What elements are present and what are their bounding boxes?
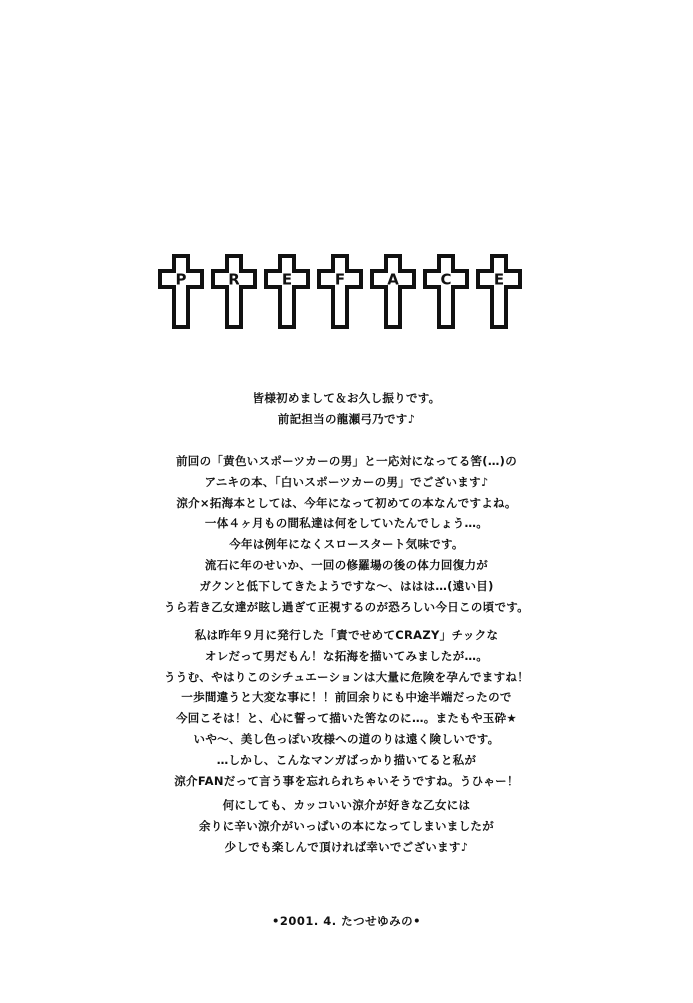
cross-letter-a bbox=[372, 256, 414, 327]
paragraph-1-line-7: ガクンと低下してきたようですな〜、ははは…(遠い目) bbox=[199, 578, 494, 593]
cross-letter-text: A bbox=[387, 270, 399, 289]
paragraph-2-line-2: オレだって男だもん！な拓海を描いてみましたが…。 bbox=[204, 648, 489, 663]
paragraph-2-line-3: ううむ、やはりこのシチュエーションは大量に危険を孕んでますね！ bbox=[164, 669, 529, 684]
cross-shape bbox=[372, 256, 414, 327]
paragraph-2-line-1: 私は昨年９月に発行した「責でせめてCRAZY」チックな bbox=[194, 628, 499, 642]
paragraph-1-line-8: うら若き乙女達が眩し過ぎて正視するのが恐ろしい今日この頃です。 bbox=[164, 599, 529, 614]
cross-letter-text: E bbox=[493, 270, 505, 289]
cross-shape bbox=[160, 256, 202, 327]
paragraph-3-line-1: 何にしても、カッコいい涼介が好きな乙女には bbox=[222, 798, 471, 812]
cross-letter-text: R bbox=[228, 270, 240, 289]
cross-letter-e bbox=[478, 256, 520, 327]
preface-greeting bbox=[0, 388, 693, 430]
cross-letter-text: E bbox=[281, 270, 293, 289]
paragraph-1-line-1: 前回の「黄色いスポーツカーの男」と一応対になってる筈(…)の bbox=[175, 454, 518, 468]
paragraph-3-line-3: 少しでも楽しんで頂ければ幸いでございます♪ bbox=[224, 839, 469, 854]
cross-letter-c bbox=[425, 256, 467, 327]
cross-shape bbox=[266, 256, 308, 327]
cross-letter-p bbox=[160, 256, 202, 327]
cross-letter-e bbox=[266, 256, 308, 327]
preface-title bbox=[158, 255, 533, 329]
cross-shape bbox=[478, 256, 520, 327]
paragraph-1-line-4: 一体４ヶ月もの間私達は何をしていたんでしょう…。 bbox=[204, 516, 489, 531]
cross-letter-text: F bbox=[334, 270, 346, 289]
preface-paragraph-3 bbox=[0, 795, 693, 857]
cross-shape bbox=[319, 256, 361, 327]
cross-letter-text: C bbox=[440, 270, 452, 289]
paragraph-3-line-2: 余りに辛い涼介がいっぱいの本になってしまいましたが bbox=[199, 818, 494, 833]
paragraph-1-line-2: アニキの本、「白いスポーツカーの男」でございます♪ bbox=[204, 474, 489, 489]
paragraph-2-line-5: 今回こそは！と、心に誓って描いた筈なのに…。またもや玉砕★ bbox=[175, 711, 517, 726]
paragraph-2-line-8: 涼介FANだって言う事を忘れられちゃいそうですね。うひゃー！ bbox=[174, 773, 519, 788]
preface-paragraph-1 bbox=[0, 451, 693, 617]
greeting-line-1: 皆様初めまして＆お久し振りです。 bbox=[252, 391, 441, 405]
cross-letter-f bbox=[319, 256, 361, 327]
preface-paragraph-2 bbox=[0, 625, 693, 791]
paragraph-1-line-6: 流石に年のせいか、一回の修羅場の後の体力回復力が bbox=[204, 557, 489, 572]
paragraph-1-line-5: 今年は例年になくスロースタート気味です。 bbox=[229, 537, 464, 552]
paragraph-1-line-3: 涼介×拓海本としては、今年になって初めての本なんですよね。 bbox=[176, 495, 517, 510]
cross-shape bbox=[213, 256, 255, 327]
paragraph-2-line-7: …しかし、こんなマンガばっかり描いてると私が bbox=[216, 752, 477, 767]
cross-letter-text: P bbox=[175, 270, 187, 289]
cross-letter-r bbox=[213, 256, 255, 327]
preface-title-crosses bbox=[158, 255, 533, 329]
paragraph-2-line-6: いや〜、美し色っぽい攻様への道のりは遠く険しいです。 bbox=[193, 731, 500, 746]
preface-signature: •2001. 4. たつせゆみの• bbox=[272, 914, 421, 928]
cross-shape bbox=[425, 256, 467, 327]
paragraph-2-line-4: 一歩間違うと大変な事に！！前回余りにも中途半端だったので bbox=[181, 690, 512, 705]
greeting-line-2: 前記担当の龍瀬弓乃です♪ bbox=[277, 411, 416, 426]
